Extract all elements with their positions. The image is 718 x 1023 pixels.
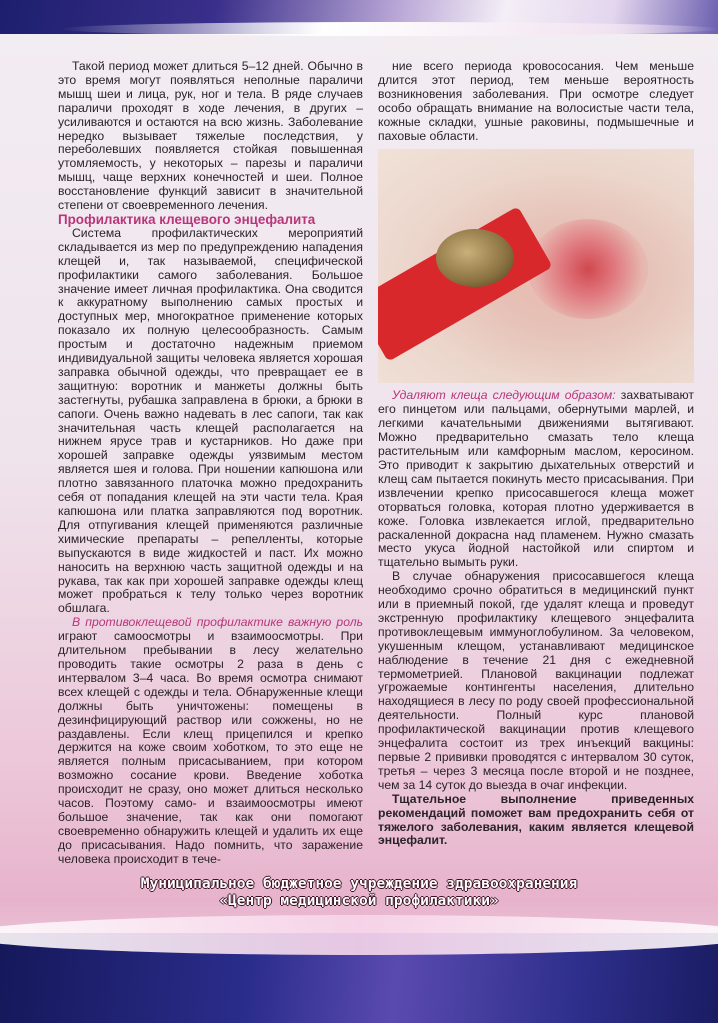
- right-paragraph-3-conclusion: Тщательное выполнение приведенных рекомендаций поможет вам предохранить себя от тяжелого заболевания, каким является клещевой энцефалит.: [378, 791, 694, 848]
- left-paragraph-1: Такой период может длиться 5–12 дней. Обычно в это время могут появляться неполные параличи мышц шеи и лица, рук, ног и тела. В ряде случаев параличи проходят в ходе лечения, в других – усиливаются и остаются на всю жизнь. Заболевание нередко вызывает тяжелые последствия, у переболевших появляется стойкая повышенная утомляемость, у некоторых – парезы и параличи мышц, чаще верхних конечностей и шеи. Полное восстановление функций зависит в значительной степени от своевременного лечения.: [58, 59, 363, 213]
- bottom-decorative-band: [0, 933, 718, 1023]
- top-swoosh: [60, 22, 718, 36]
- footer-line-2: «Центр медицинской профилактики»: [219, 893, 499, 909]
- right-paragraph-2: В случае обнаружения присосавшегося клеща необходимо срочно обратиться в медицинский пункт или в приемный покой, где удалят клеща и проведут экстренную профилактику клещевого энцефалита противоклещевым иммуноглобулином. За человеком, укушенным клещом, устанавливают медицинское наблюдение в течение 21 дня с ежедневной термометрией. Плановой вакцинации подлежат угрожаемые контингенты населения, длительно находящиеся в лесу по роду своей профессиональной деятельности. Полный курс плановой профилактической вакцинации против клещевого энцефалита состоит из трех инъекций вакцины: первые 2 прививки проводятся с интервалом 30 суток, третья – через 3 месяца после второй и не позднее, чем за 14 суток до выезда в очаг инфекции.: [378, 569, 694, 792]
- right-column: [378, 60, 694, 848]
- right-paragraph-1: ние всего периода кровососания. Чем меньше длится этот период, тем меньше вероятность возникновения заболевания. При осмотре следует особо обращать внимание на волосистые части тела, кожные складки, ушные раковины, подмышечные и паховые области.: [378, 59, 694, 143]
- top-decorative-band: [0, 0, 718, 34]
- tick-removal-photo: [378, 149, 694, 383]
- left-paragraph-2: Система профилактических мероприятий складывается из мер по предупреждению нападения клещей и, так называемой, специфической профилактики самого заболевания. Большое значение имеет личная профилактика. Она сводится к аккуратному выполнению самых простых и доступных мер, многократное применение которых показало их полную целесообразность. Самым простым и достаточно надежным приемом индивидуальной защиты человека является хорошая заправка обычной одежды, что превращает ее в защитную: воротник и манжеты должны быть застегнуты, рубашка заправлена в брюки, а брюки в сапоги. Очень важно надевать в лес сапоги, так как значительная часть клещей располагается на нижнем ярусе трав и кустарников. Но даже при хорошей заправке одежды уязвимым местом является шея и голова. При ношении капюшона или плотно завязанного платочка можно предохранить себя от попадания клещей на эти части тела. Края капюшона или платка заправляются под воротник. Для отпугивания клещей применяются различные химические препараты – репелленты, которые выпускаются в виде жидкостей и паст. Их можно наносить на верхнюю часть защитной одежды и на рукава, так как при хорошей заправке одежды клещ может пробраться к телу только через воротник обшлага.: [58, 225, 363, 616]
- publisher-footer: [0, 876, 718, 910]
- tick-removal-text: захватывают его пинцетом или пальцами, обернутыми марлей, и легкими качательными движениями вытягивают. Можно предварительно смазать тело клеща растительным или камфорным маслом, керосином. Это приводит к закрытию дыхательных отверстий и клещ сам пытается покинуть место присасывания. При извлечении крепко присосавшегося клеща может оторваться головка, которая плотно удерживается в коже. Головка извлекается иглой, предварительно раскаленной докрасна над пламенем. Нужно смазать место укуса йодной настойкой или спиртом и тщательно вымыть руки.: [378, 388, 694, 570]
- footer-line-1: Муниципальное бюджетное учреждение здравоохранения: [140, 876, 578, 892]
- bottom-wave: [0, 915, 718, 955]
- section-heading: Профилактика клещевого энцефалита: [58, 211, 316, 227]
- left-column: [58, 60, 363, 867]
- tick-removal-instructions: [378, 389, 694, 570]
- left-paragraph-3-accent: В противоклещевой профилактике важную роль: [72, 615, 363, 630]
- left-paragraph-3-text: играют самоосмотры и взаимоосмотры. При длительном пребывании в лесу желательно проводить такие осмотры 2 раза в день с интервалом 3–4 часа. Во время осмотра снимают всех клещей с одежды и тела. Обнаруженные клещи должны быть уничтожены: помещены в дезинфицирующий раствор или сожжены, но не раздавлены. Если клещ прицепился и крепко держится на коже своим хоботком, то это еще не является полным присасыванием, при котором возможно сосание крови. Введение хоботка происходит не сразу, оно может длиться несколько часов. Поэтому само- и взаимоосмотры имеют большое значение, так как они помогают своевременно обнаружить клещей и удалить их еще до присасывания. Надо помнить, что заражение человека происходит в тече-: [58, 629, 363, 866]
- tick-removal-accent: Удаляют клеща следующим образом:: [392, 388, 616, 403]
- left-paragraph-3: [58, 616, 363, 866]
